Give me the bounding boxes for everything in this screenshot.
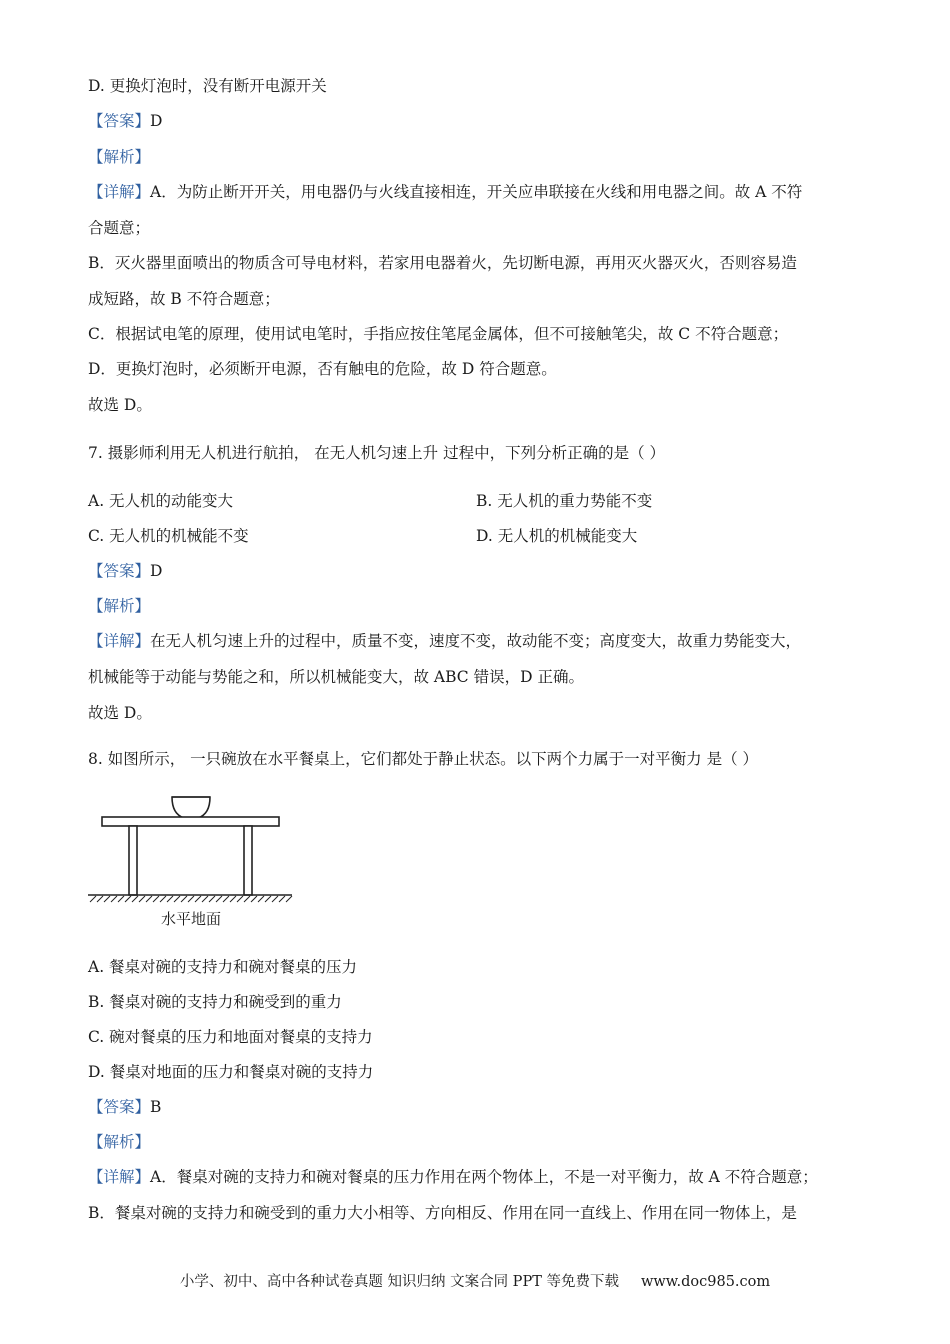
table-top: [102, 817, 279, 826]
q8-option-a: A. 餐桌对碗的支持力和碗对餐桌的压力: [88, 958, 358, 976]
q7-option-d: D. 无人机的机械能变大: [476, 527, 638, 545]
footer-url[interactable]: www.doc985.com: [640, 1274, 771, 1290]
q7-conclusion: 故选 D。: [88, 704, 152, 722]
q8-detail-2: B．餐桌对碗的支持力和碗受到的重力大小相等、方向相反、作用在同一直线上、作用在同一物体上，是: [88, 1204, 797, 1222]
q7-option-a: A. 无人机的动能变大: [88, 492, 234, 510]
q7-detail-b: 机械能等于动能与势能之和，所以机械能变大，故 ABC 错误，D 正确。: [88, 668, 584, 686]
q7-detail-a: 【详解】在无人机匀速上升的过程中，质量不变，速度不变，故动能不变；高度变大，故重力势能变大，: [88, 632, 802, 650]
q7-answer: [88, 561, 162, 581]
page-footer: [0, 1270, 950, 1291]
prev-detail-3: C．根据试电笔的原理，使用试电笔时，手指应按住笔尾金属体，但不可接触笔尖，故 C 不符合题意；: [88, 325, 789, 343]
table-leg-left: [129, 826, 137, 895]
prev-detail-2a: B．灭火器里面喷出的物质含可导电材料，若家用电器着火，先切断电源，再用灭火器灭火，否则容易造: [88, 254, 797, 272]
q7-analysis-tag: 【解析】: [88, 597, 151, 615]
answer-tag: 【答案】: [88, 1098, 151, 1116]
answer-value: D: [150, 562, 163, 580]
footer-text: 小学、初中、高中各种试卷真题 知识归纳 文案合同 PPT 等免费下载: [179, 1274, 619, 1290]
detail-tag: 【详解】: [88, 632, 151, 650]
q7-option-b: B. 无人机的重力势能不变: [476, 492, 653, 510]
detail-tag: 【详解】: [88, 1168, 151, 1186]
q8-answer: [88, 1097, 161, 1117]
prev-option-d: D. 更换灯泡时，没有断开电源开关: [88, 77, 327, 95]
q8-option-b: B. 餐桌对碗的支持力和碗受到的重力: [88, 993, 342, 1011]
prev-analysis-tag: 【解析】: [88, 148, 151, 166]
prev-conclusion: 故选 D。: [88, 396, 152, 414]
prev-detail-1b: 合题意；: [88, 219, 151, 237]
q8-stem: 8. 如图所示， 一只碗放在水平餐桌上，它们都处于静止状态。以下两个力属于一对平衡力 是（ ）: [88, 750, 758, 768]
q8-option-c: C. 碗对餐桌的压力和地面对餐桌的支持力: [88, 1028, 373, 1046]
prev-detail-4: D．更换灯泡时，必须断开电源，否有触电的危险，故 D 符合题意。: [88, 360, 557, 378]
detail-tag: 【详解】: [88, 183, 151, 201]
q7-option-c: C. 无人机的机械能不变: [88, 527, 249, 545]
answer-tag: 【答案】: [88, 112, 151, 130]
prev-detail-1a: 【详解】A．为防止断开开关，用电器仍与火线直接相连，开关应串联接在火线和用电器之间。故 A 不符: [88, 183, 803, 201]
answer-value: D: [150, 112, 163, 130]
answer-tag: 【答案】: [88, 562, 151, 580]
figure-label: 水平地面: [160, 910, 222, 928]
q8-analysis-tag: 【解析】: [88, 1133, 151, 1151]
q8-detail-1: 【详解】A．餐桌对碗的支持力和碗对餐桌的压力作用在两个物体上，不是一对平衡力，故 A 不符合题意；: [88, 1168, 818, 1186]
bowl-on-table-figure: [86, 790, 306, 944]
table-leg-right: [244, 826, 252, 895]
q8-option-d: D. 餐桌对地面的压力和餐桌对碗的支持力: [88, 1063, 374, 1081]
prev-detail-2b: 成短路，故 B 不符合题意；: [88, 290, 280, 308]
q7-stem: 7. 摄影师利用无人机进行航拍， 在无人机匀速上升 过程中，下列分析正确的是（ ）: [88, 444, 665, 462]
answer-value: B: [150, 1098, 162, 1116]
bowl-shape: [172, 797, 210, 818]
prev-answer: [88, 111, 162, 131]
